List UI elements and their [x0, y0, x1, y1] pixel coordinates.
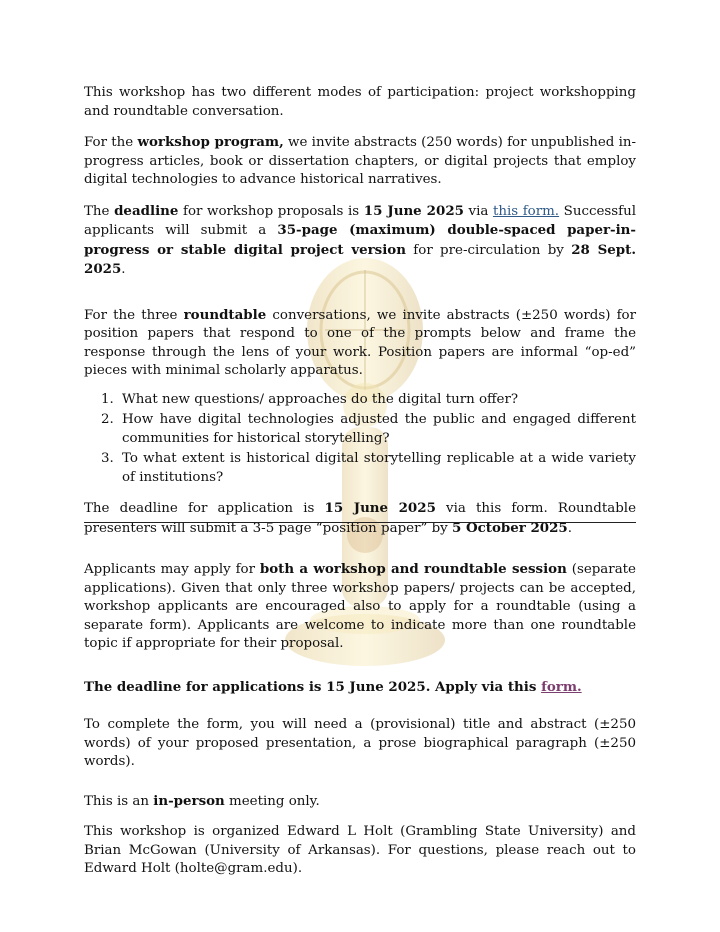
bold-span: deadline: [114, 202, 179, 219]
bold-span: 15 June 2025: [363, 202, 464, 219]
upper-content: [84, 84, 636, 538]
in-person-paragraph: [84, 792, 636, 812]
workshop-program-paragraph: [84, 133, 636, 190]
apply-form-link[interactable]: form.: [541, 678, 582, 695]
final-deadline-paragraph: [84, 678, 636, 697]
horizontal-divider: [84, 522, 636, 523]
list-item: 1. What new questions/ approaches do the digital turn offer?: [118, 391, 636, 410]
prompts-list: [84, 391, 636, 488]
text-span: conversations, we invite abstracts (±250 words) for position papers that respond to one of the prompts below and frame the response through the lens of your work. Position papers are informal “op-ed” pieces with minimal scholarly apparatus.: [84, 307, 636, 378]
text-span: .: [121, 262, 126, 277]
text-span: (separate applications). Given that only three workshop papers/ projects can be accepted, workshop applicants are encouraged also to apply for a roundtable (using a separate form). Applicants are welcome to indicate more than one roundtable topic if appropriate for their proposal.: [84, 562, 636, 651]
roundtable-deadline-paragraph: [84, 499, 636, 538]
bold-span: in-person: [153, 792, 225, 809]
intro-paragraph: This workshop has two different modes of participation: project workshopping and roundtable conversation.: [84, 85, 636, 119]
list-item: 2. How have digital technologies adjusted the public and engaged different communities for historical storytelling?: [118, 411, 636, 448]
bold-span: The deadline for applications is 15 June 2025. Apply via this: [84, 678, 542, 695]
apply-paragraph: [84, 560, 636, 654]
roundtable-paragraph: [84, 306, 636, 381]
list-item: 3. To what extent is historical digital storytelling replicable at a wide variety of institutions?: [118, 450, 636, 487]
bold-span: 28 Sept. 2025: [84, 241, 636, 277]
text-span: Applicants may apply for: [84, 562, 260, 577]
text-span: The deadline for application is: [84, 501, 325, 516]
bold-span: 35-page (maximum) double-spaced paper-in-progress or stable digital project version: [84, 222, 636, 258]
bold-span: roundtable: [183, 306, 267, 323]
text-span: This is an: [84, 793, 154, 809]
text-span: For the three: [84, 307, 184, 323]
this-form-link[interactable]: this form.: [492, 203, 560, 219]
text-span: for workshop proposals is: [178, 203, 364, 219]
bold-span: 15 June 2025: [324, 500, 436, 516]
deadline-paragraph: [84, 202, 636, 280]
lower-content: [84, 560, 636, 879]
bold-span: workshop program,: [137, 134, 284, 150]
text-span: via: [463, 203, 493, 219]
text-span: The: [84, 203, 115, 219]
bold-span: both a workshop and roundtable session: [259, 561, 567, 577]
text-span: For the: [84, 135, 138, 150]
bold-span: 5 October 2025: [451, 519, 568, 536]
text-span: .: [567, 520, 573, 536]
text-span: for pre-circulation by: [405, 242, 572, 258]
complete-form-paragraph: To complete the form, you will need a (provisional) title and abstract (±250 words) of your proposed presentation, a prose biographical paragraph (±250 words).: [84, 717, 636, 769]
text-span: meeting only.: [224, 793, 320, 809]
organizers-paragraph: This workshop is organized Edward L Holt (Grambling State University) and Brian McGowan (University of Arkansas). For questions, please reach out to Edward Holt (holte@gram.edu).: [84, 824, 636, 876]
text-span: via this form. Roundtable presenters will submit a 3-5 page “position paper” by: [84, 501, 636, 536]
text-span: we invite abstracts (250 words) for unpublished in-progress articles, book or dissertation chapters, or digital projects that employ digital technologies to advance historical narratives.: [84, 135, 637, 187]
text-span: Successful applicants will submit a: [84, 203, 636, 238]
